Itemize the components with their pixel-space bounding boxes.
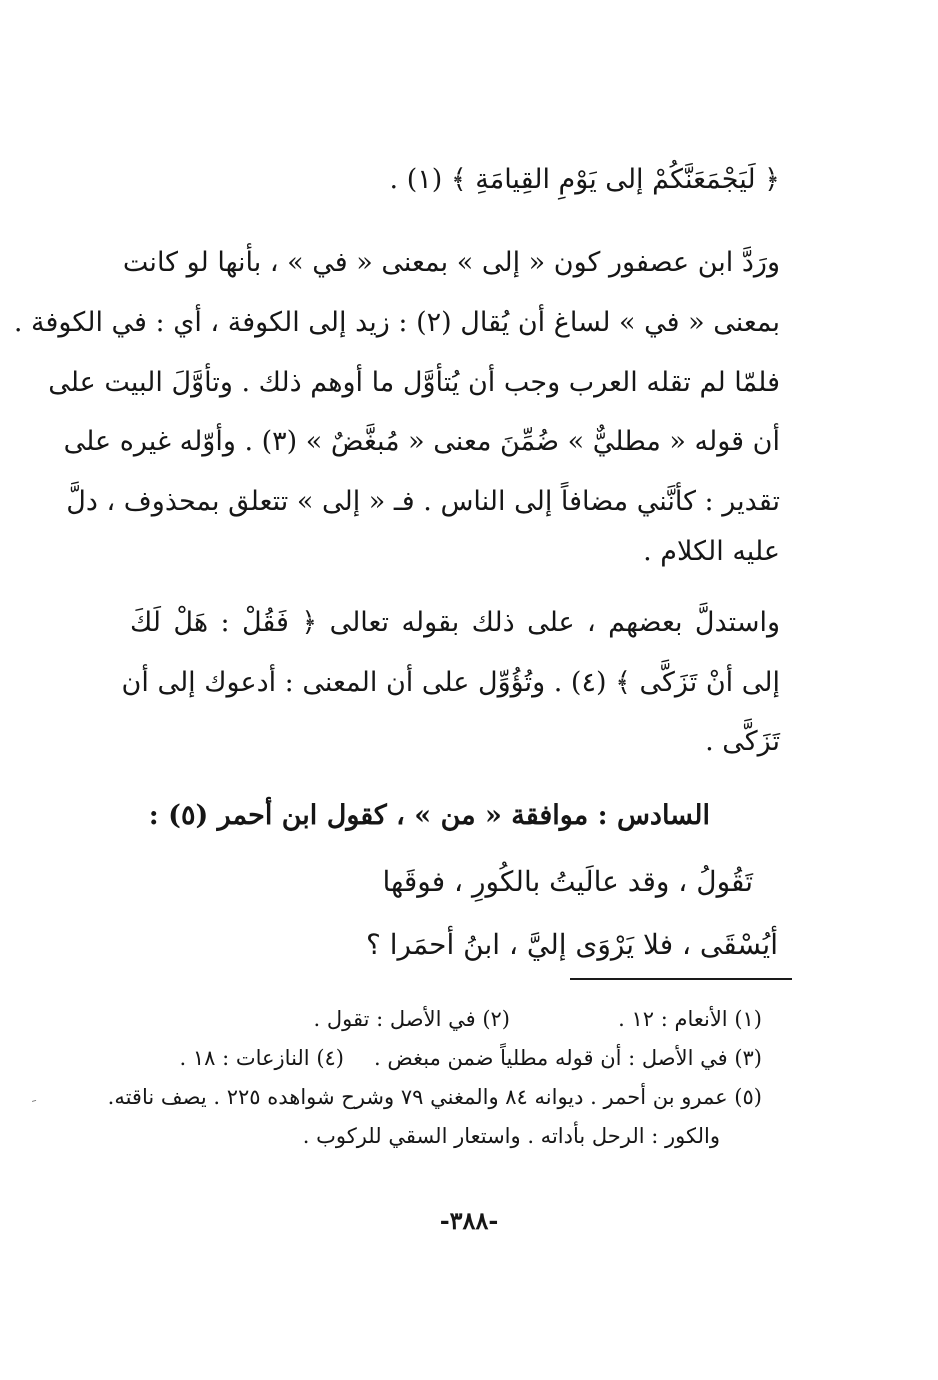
footnote-5: (٥) عمرو بن أحمر . ديوانه ٨٤ والمغني ٧٩ وشرح شواهده ٢٢٥ . يصف ناقته. — [107, 1085, 762, 1109]
section-heading-line: السادس : موافقة « من » ، كقول ابن أحمر (٥) : — [148, 800, 710, 831]
paragraph-line: إلى أنْ تَزَكَّى ﴾ (٤) . وتُؤُوِّل على أن المعنى : أدعوك إلى أن — [121, 667, 780, 698]
footnote-3: (٣) في الأصل : أن قوله مطلياً ضمن مبغض . — [374, 1046, 762, 1070]
paragraph-line: أن قوله « مطليٌّ » ضُمِّنَ معنى « مُبغَّضٌ » (٣) . وأوّله غيره على — [63, 426, 780, 457]
margin-mark: ﹶ — [32, 1098, 37, 1114]
footnote-4: (٤) النازعات : ١٨ . — [179, 1046, 344, 1070]
paragraph-line: واستدلَّ بعضهم ، على ذلك بقوله تعالى ﴿ فَقُلْ : هَلْ لَكَ — [130, 607, 780, 638]
page-number: -٣٨٨- — [439, 1206, 499, 1235]
footnote-1: (١) الأنعام : ١٢ . — [618, 1007, 762, 1031]
quran-verse-line: ﴿ لَيَجْمَعَنَّكُمْ إلى يَوْمِ القِيامَةِ ﴾ (١) . — [389, 164, 780, 195]
paragraph-line: فلمّا لم تقله العرب وجب أن يُتأوَّل ما أوهم ذلك . وتأوَّلَ البيت على — [48, 367, 780, 398]
paragraph-line: ورَدَّ ابن عصفور كون « إلى » بمعنى « في » ، بأنها لو كانت — [122, 247, 780, 278]
footnote-2: (٢) في الأصل : تقول . — [313, 1007, 510, 1031]
verse-line: تَقُولُ ، وقد عالَيتُ بالكُورِ ، فوقَها — [382, 865, 753, 898]
paragraph-line: تقدير : كأنَّني مضافاً إلى الناس . فـ « إلى » تتعلق بمحذوف ، دلَّ — [66, 486, 780, 517]
footnote-divider — [570, 978, 792, 980]
verse-line: أيُسْقَى ، فلا يَرْوَى إليَّ ، ابنُ أحمَرا ؟ — [365, 928, 778, 961]
footnote-5-continuation: والكور : الرحل بأداته . واستعار السقي للركوب . — [302, 1124, 720, 1148]
paragraph-line: تَزَكَّى . — [705, 726, 780, 757]
paragraph-line: عليه الكلام . — [643, 536, 780, 567]
paragraph-line: بمعنى « في » لساغ أن يُقال (٢) : زيد إلى الكوفة ، أي : في الكوفة . — [13, 307, 780, 338]
